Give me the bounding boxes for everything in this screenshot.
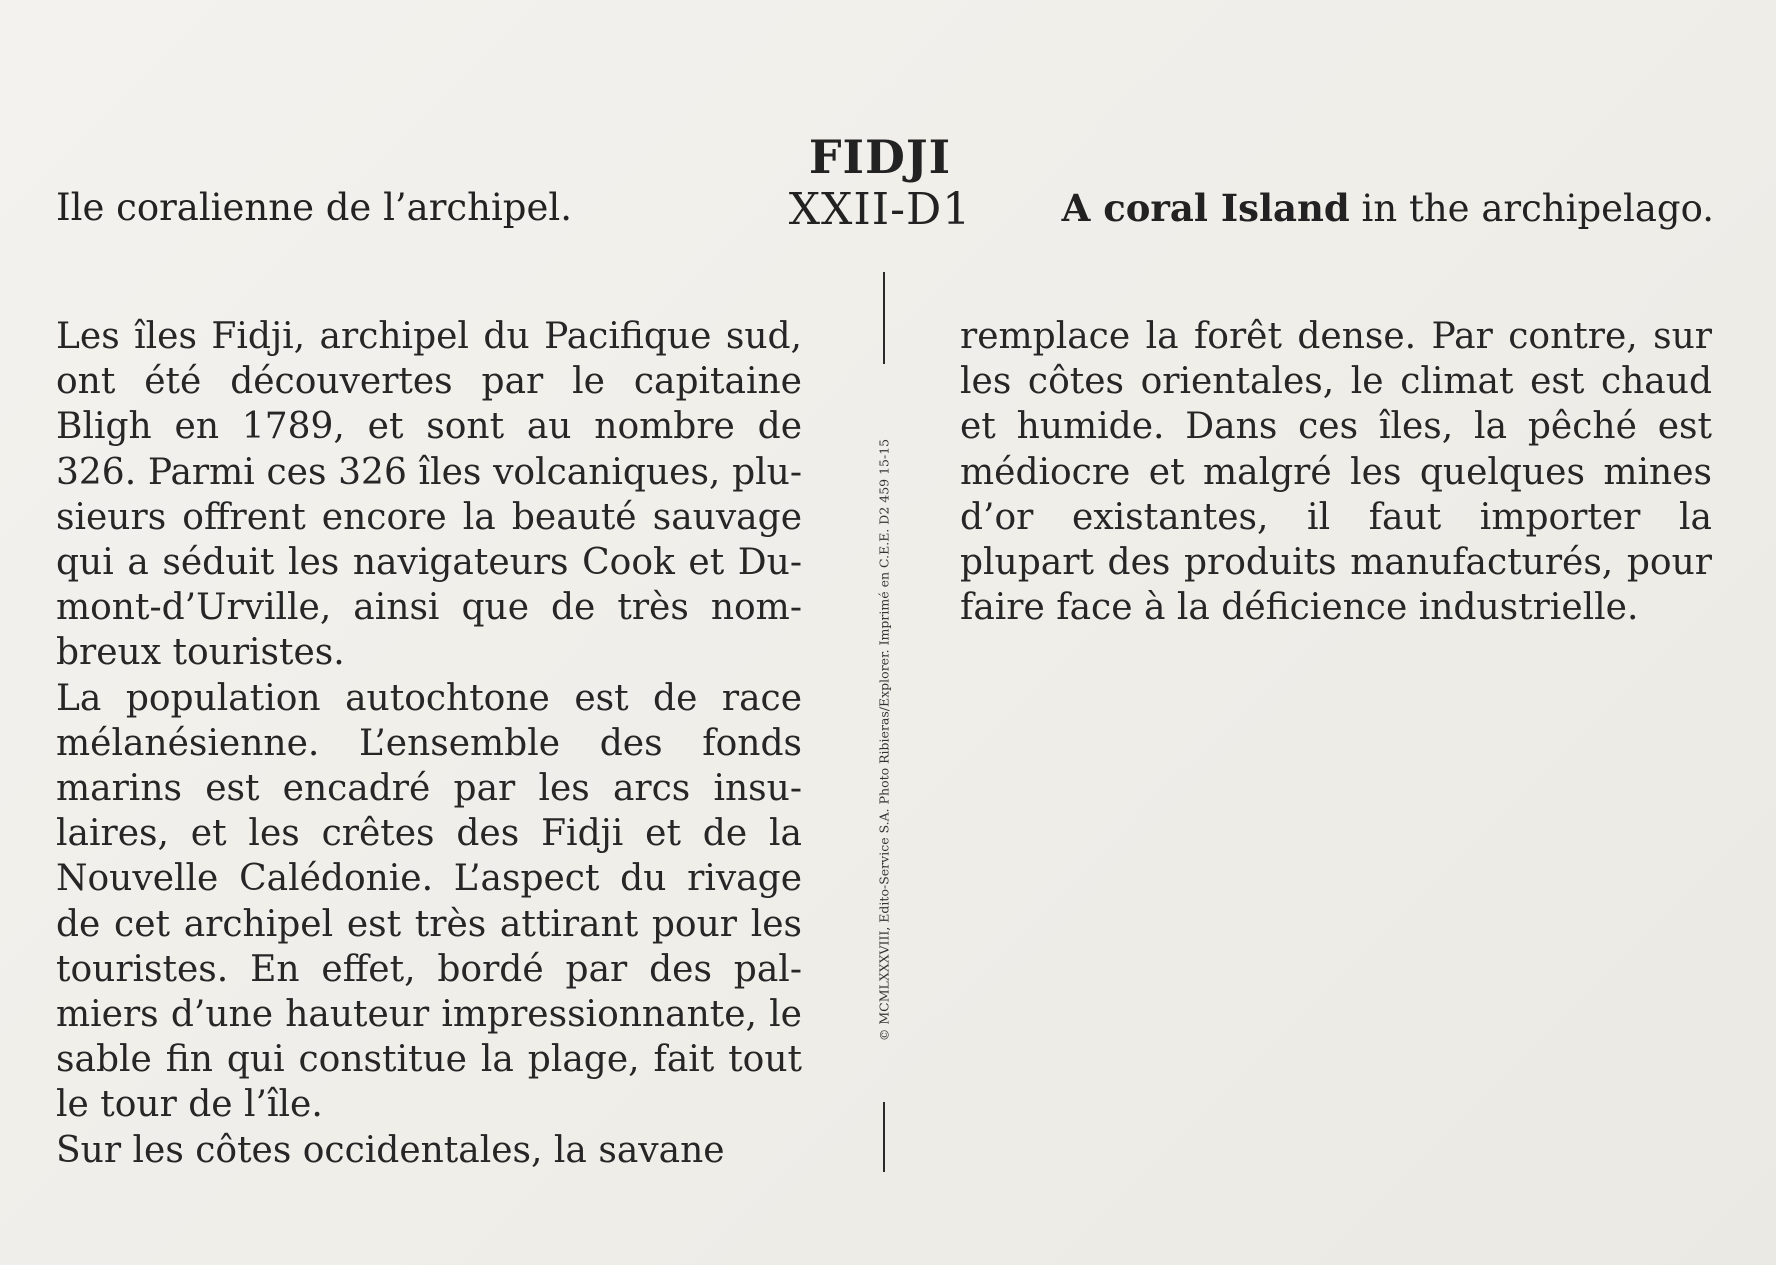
center-divider-top <box>883 272 885 364</box>
card-reference-code: XXII-D1 <box>788 184 972 235</box>
english-caption-rest: in the archipelago. <box>1349 187 1714 230</box>
center-divider-bottom <box>883 1102 885 1172</box>
english-caption-bold: A coral Island <box>1061 186 1350 230</box>
right-text-column <box>960 314 1712 630</box>
left-text-column <box>56 314 802 1173</box>
place-title: FIDJI <box>808 130 952 184</box>
copyright-credit-text: © MCMLXXXVIII, Edito-Service S.A. Photo Ribieras/Explorer. Imprimé en C.E.E. D2 459 15-15 <box>876 438 892 1042</box>
english-caption <box>1062 186 1714 230</box>
title-block <box>770 130 990 236</box>
paragraph: La population autochtone est de race mélanésienne. L’ensemble des fonds marins est encadré par les arcs insulaires, et les crêtes des Fidji et de la Nouvelle Calédonie. L’aspect du rivage de cet archipel est très attirant pour les touristes. En effet, bordé par des palmiers d’une hauteur impressionnante, le sable fin qui constitue la plage, fait tout le tour de l’île. <box>56 677 802 1126</box>
paragraph: Les îles Fidji, archipel du Pacifique sud, ont été découvertes par le capitaine Bligh en 1789, et sont au nombre de 326. Parmi ces 326 îles volcaniques, plusieurs offrent encore la beauté sauvage qui a séduit les navigateurs Cook et Dumont-d’Urville, ainsi que de très nombreux touristes. <box>56 316 802 674</box>
french-caption: Ile coralienne de l’archipel. <box>56 186 572 229</box>
paragraph: Sur les côtes occidentales, la savane <box>56 1129 725 1171</box>
paragraph: remplace la forêt dense. Par contre, sur les côtes orientales, le climat est chaud et humide. Dans ces îles, la pêché est médiocre et malgré les quelques mines d’or existantes, il faut importer la plupart des produits manufacturés, pour faire face à la déficience industrielle. <box>960 316 1712 629</box>
